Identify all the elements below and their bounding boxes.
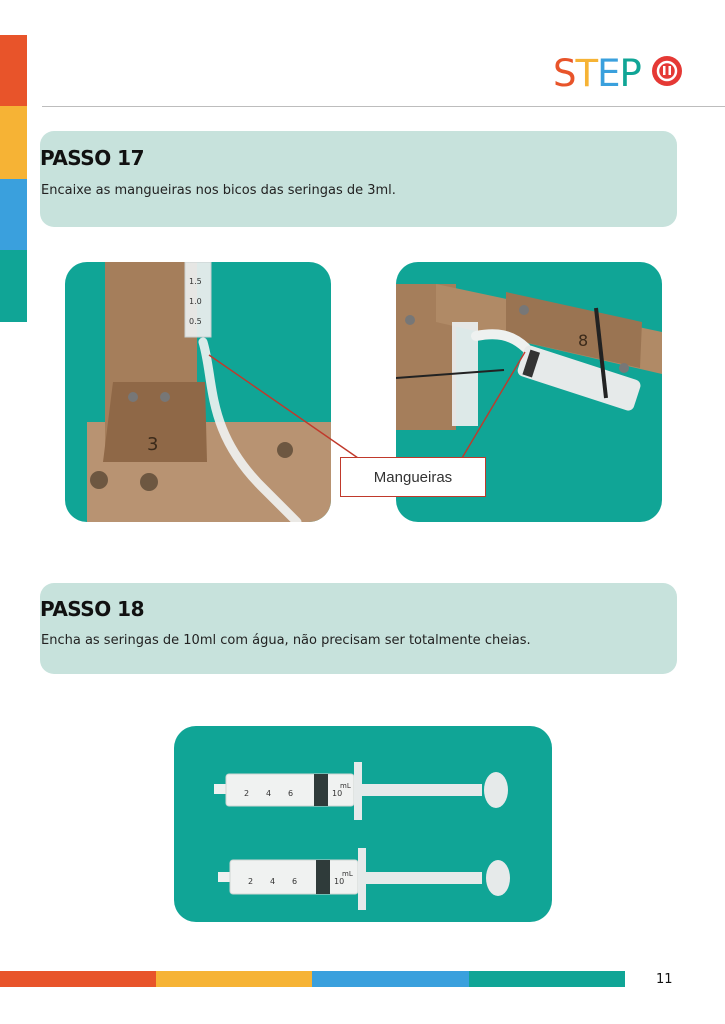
svg-text:6: 6 <box>292 877 298 886</box>
block-number-left: 3 <box>147 434 159 455</box>
svg-text:1.5: 1.5 <box>189 277 202 286</box>
syringe-10ml-top <box>214 762 508 820</box>
svg-text:STEP: STEP <box>553 52 641 92</box>
footer-stripe-orange <box>0 971 156 987</box>
step-18-photo-syringes <box>174 726 552 922</box>
svg-text:10: 10 <box>332 789 343 798</box>
block-number-right: 8 <box>578 331 589 350</box>
step-17-title: PASSO 17 <box>40 146 145 170</box>
footer-stripe-teal <box>469 971 625 987</box>
footer-stripe-blue <box>312 971 469 987</box>
step-18-instruction: Encha as seringas de 10ml com água, não precisam ser totalmente cheias. <box>41 633 531 648</box>
callout-mangueiras: Mangueiras <box>340 457 486 497</box>
page-number: 11 <box>656 972 673 987</box>
svg-text:4: 4 <box>270 877 276 886</box>
svg-text:mL: mL <box>342 870 353 878</box>
svg-text:6: 6 <box>288 789 294 798</box>
step-18-title: PASSO 18 <box>40 597 145 621</box>
syringe-10ml-bottom <box>218 848 510 910</box>
svg-text:10: 10 <box>334 877 345 886</box>
svg-text:4: 4 <box>266 789 272 798</box>
step-17-instruction: Encaixe as mangueiras nos bicos das seringas de 3ml. <box>41 183 396 198</box>
svg-text:2: 2 <box>248 877 254 886</box>
svg-text:0.5: 0.5 <box>189 317 202 326</box>
svg-text:1.0: 1.0 <box>189 297 202 306</box>
svg-text:mL: mL <box>340 782 351 790</box>
footer-stripe-yellow <box>156 971 312 987</box>
svg-text:2: 2 <box>244 789 250 798</box>
